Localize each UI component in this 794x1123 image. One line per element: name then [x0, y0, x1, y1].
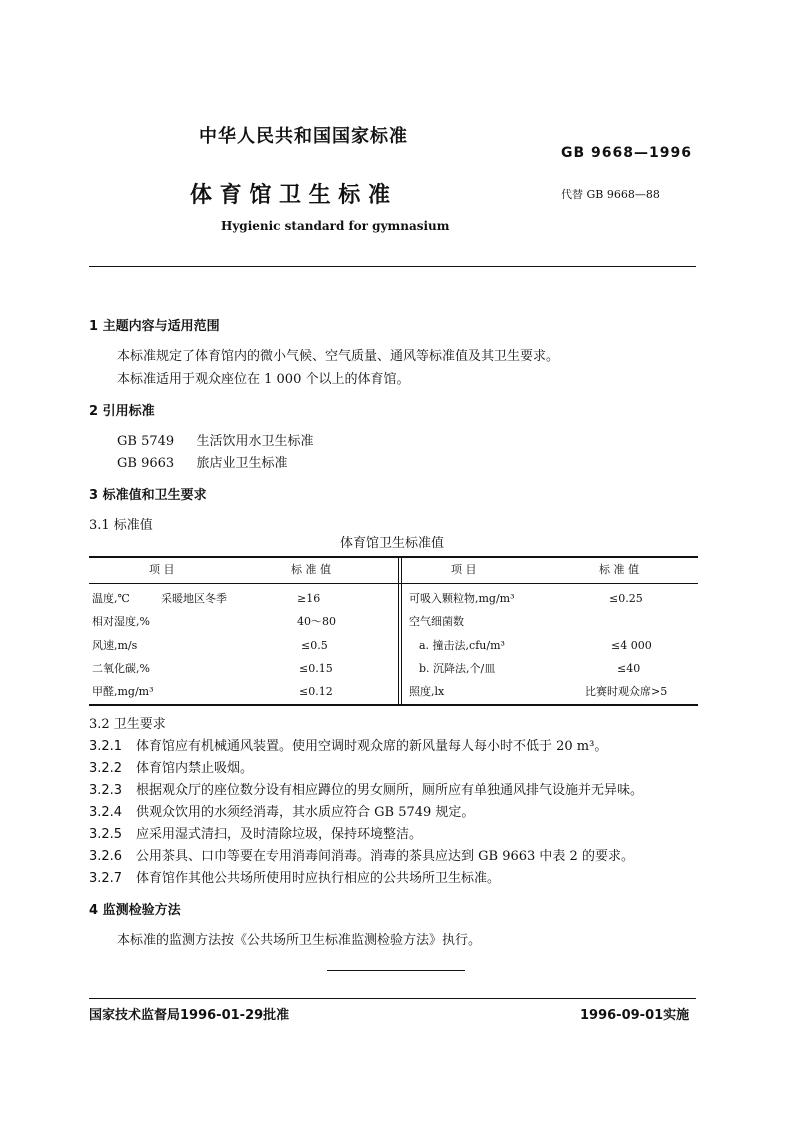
row-value: ≤0.15 — [299, 662, 333, 675]
section-3-heading: 3 标准值和卫生要求 — [89, 488, 207, 503]
document-title: 体 育 馆 卫 生 标 准 — [190, 183, 390, 208]
requirement-text: 体育馆作其他公共场所使用时应执行相应的公共场所卫生标准。 — [136, 871, 501, 886]
row-value: 比赛时观众席>5 — [585, 685, 668, 698]
table-row — [89, 610, 698, 634]
requirement-text: 体育馆应有机械通风装置。使用空调时观众席的新风量每人每小时不低于 20 m³。 — [136, 739, 608, 754]
reference-item — [117, 452, 287, 471]
row-item: 风速,m/s — [92, 639, 138, 652]
reference-code: GB 9663 — [117, 456, 175, 471]
row-item: b. 沉降法,个/皿 — [419, 662, 496, 675]
requirement-text: 供观众饮用的水须经消毒，其水质应符合 GB 5749 规定。 — [136, 805, 475, 820]
requirement-item — [89, 757, 253, 776]
requirement-text: 应采用湿式清扫，及时清除垃圾，保持环境整洁。 — [136, 827, 423, 842]
requirement-number: 3.2.7 — [89, 871, 123, 886]
row-value: ≤0.12 — [299, 685, 333, 698]
reference-item — [117, 430, 313, 449]
table-header-row — [89, 558, 698, 582]
row-item: 相对湿度,% — [92, 615, 150, 628]
standard-values-table — [89, 556, 698, 706]
row-item: 温度,℃ — [92, 592, 130, 605]
row-value: 40～80 — [297, 615, 336, 628]
national-standard-label: 中华人民共和国国家标准 — [199, 126, 408, 147]
row-item: 空气细菌数 — [409, 615, 464, 628]
effective-date: 1996-09-01实施 — [580, 1008, 690, 1023]
requirement-number: 3.2.3 — [89, 783, 123, 798]
requirement-number: 3.2.1 — [89, 739, 123, 754]
table-row — [89, 634, 698, 658]
row-item: 甲醛,mg/m³ — [92, 685, 154, 698]
requirement-item — [89, 845, 634, 864]
replaces-note: 代替 GB 9668—88 — [561, 188, 660, 201]
requirement-item — [89, 823, 422, 842]
row-item: 可吸入颗粒物,mg/m³ — [409, 592, 515, 605]
row-sub-item: 采暖地区冬季 — [161, 592, 227, 605]
table-bottom-rule — [89, 704, 698, 706]
header-value-right: 标 准 值 — [599, 563, 639, 576]
header-item-right: 项 目 — [451, 563, 477, 576]
table-caption: 体育馆卫生标准值 — [340, 536, 445, 551]
requirement-item — [89, 779, 643, 798]
row-value: ≤4 000 — [611, 639, 652, 652]
requirement-text: 公用茶具、口巾等要在专用消毒间消毒。消毒的茶具应达到 GB 9663 中表 2 的要求。 — [136, 849, 634, 864]
row-value: ≥16 — [297, 592, 321, 605]
requirement-text: 体育馆内禁止吸烟。 — [136, 761, 254, 776]
requirement-item — [89, 801, 474, 820]
row-item: 照度,lx — [409, 685, 445, 698]
english-title: Hygienic standard for gymnasium — [221, 219, 450, 233]
requirement-number: 3.2.6 — [89, 849, 123, 864]
requirement-text: 根据观众厅的座位数分设有相应蹲位的男女厕所，厕所应有单独通风排气设施并无异味。 — [136, 783, 644, 798]
reference-code: GB 5749 — [117, 434, 175, 449]
approval-date: 国家技术监督局1996-01-29批准 — [89, 1008, 290, 1023]
row-value: ≤40 — [617, 662, 641, 675]
requirement-item — [89, 867, 500, 886]
requirement-item — [89, 735, 607, 754]
section-4-paragraph: 本标准的监测方法按《公共场所卫生标准监测检验方法》执行。 — [117, 933, 482, 948]
requirement-number: 3.2.5 — [89, 827, 123, 842]
requirement-number: 3.2.4 — [89, 805, 123, 820]
table-row — [89, 587, 698, 611]
requirement-number: 3.2.2 — [89, 761, 123, 776]
header-rule — [89, 266, 696, 267]
section-3-1-heading: 3.1 标准值 — [89, 518, 153, 533]
standard-code: GB 9668—1996 — [561, 145, 692, 161]
table-row — [89, 657, 698, 681]
section-1-paragraph-2: 本标准适用于观众座位在 1 000 个以上的体育馆。 — [117, 372, 410, 387]
section-2-heading: 2 引用标准 — [89, 404, 155, 419]
table-row — [89, 680, 698, 704]
header-value-left: 标 准 值 — [291, 563, 331, 576]
row-item: a. 撞击法,cfu/m³ — [419, 639, 505, 652]
row-item: 二氧化碳,% — [92, 662, 150, 675]
reference-name: 生活饮用水卫生标准 — [196, 434, 314, 449]
reference-name: 旅店业卫生标准 — [196, 456, 288, 471]
section-4-heading: 4 监测检验方法 — [89, 903, 181, 918]
header-item-left: 项 目 — [149, 563, 175, 576]
section-3-2-heading: 3.2 卫生要求 — [89, 717, 166, 732]
section-1-paragraph-1: 本标准规定了体育馆内的微小气候、空气质量、通风等标准值及其卫生要求。 — [117, 349, 560, 364]
footer-rule — [89, 998, 696, 999]
section-1-heading: 1 主题内容与适用范围 — [89, 319, 220, 334]
end-rule — [327, 970, 465, 971]
table-header-rule — [89, 583, 698, 584]
row-value: ≤0.25 — [609, 592, 643, 605]
row-value: ≤0.5 — [301, 639, 328, 652]
